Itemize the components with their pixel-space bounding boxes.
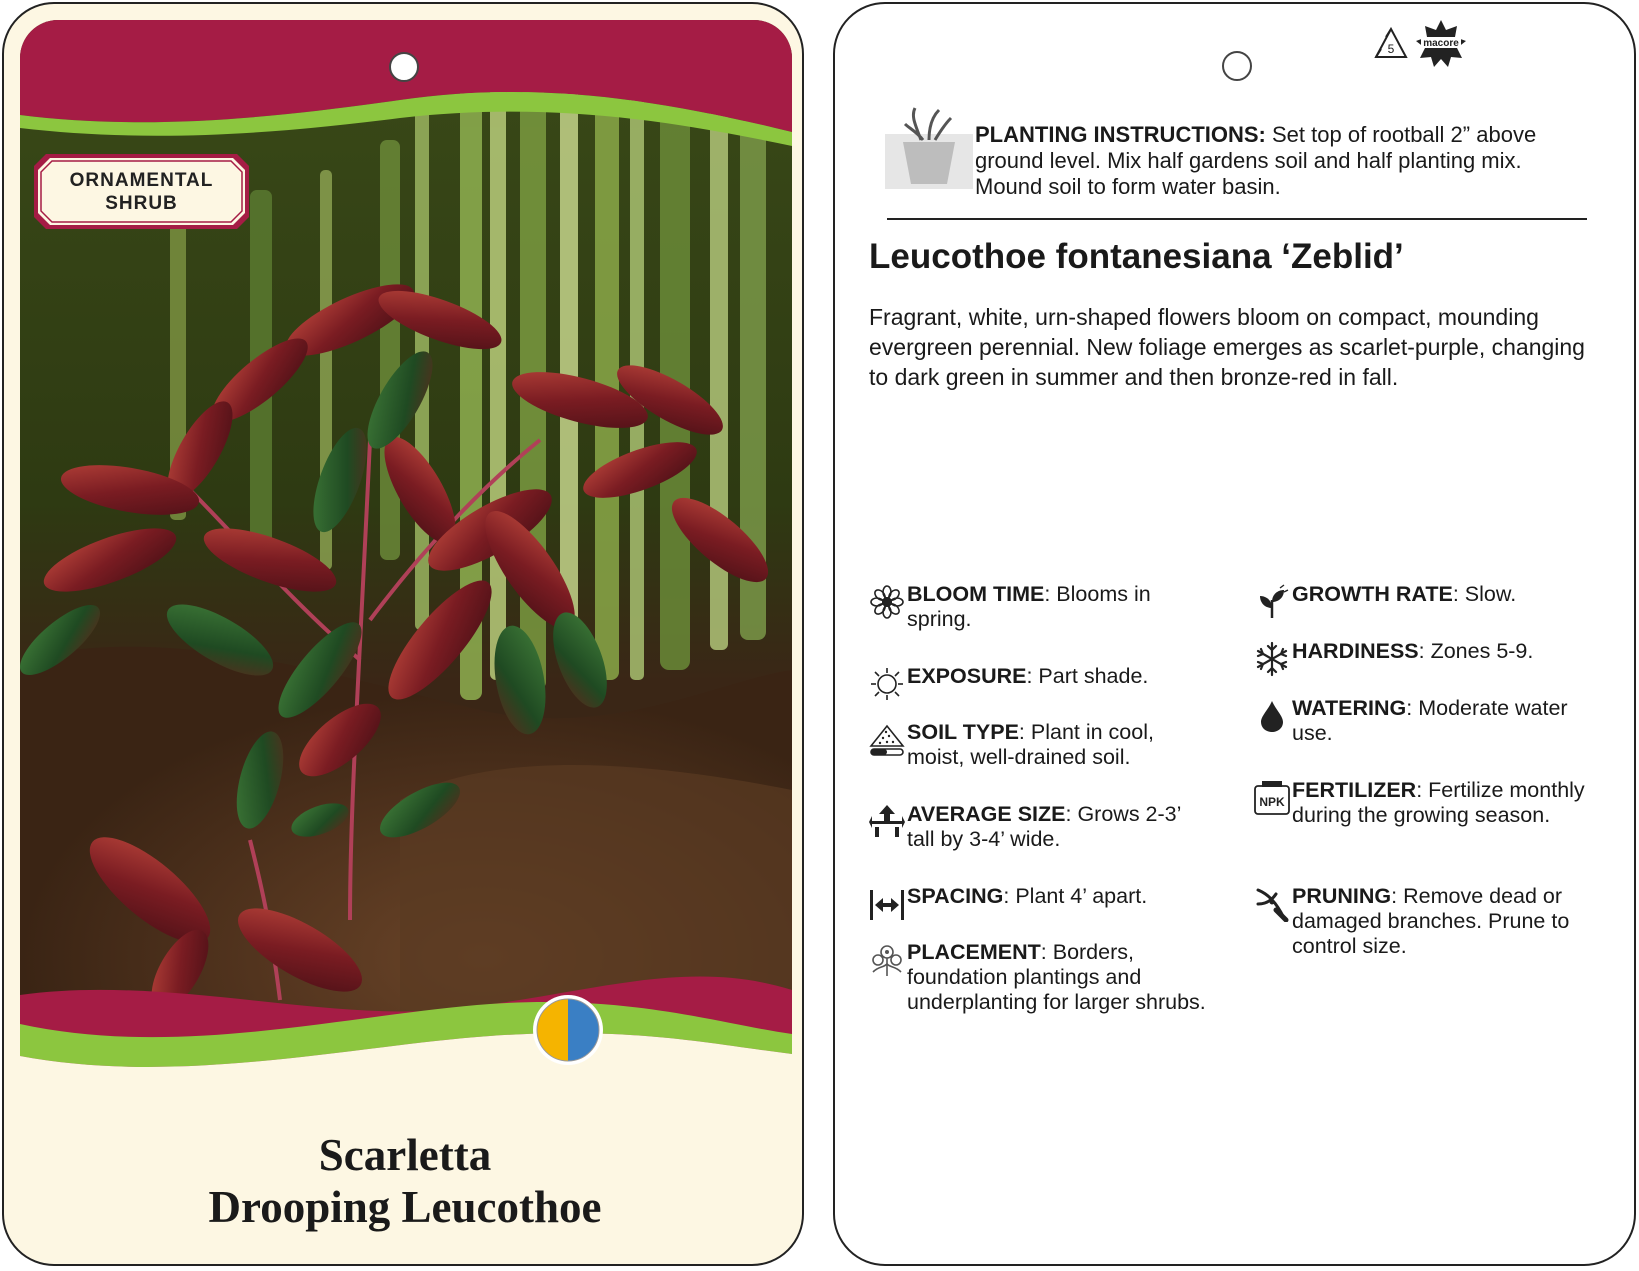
- common-name-line-1: Scarletta: [318, 1130, 492, 1180]
- pruning-shears-icon: [1254, 886, 1290, 922]
- planting-label: PLANTING INSTRUCTIONS:: [975, 122, 1266, 147]
- recycle-number: 5: [1387, 42, 1395, 56]
- sprout-icon: [1254, 584, 1290, 620]
- badge-line-2: SHRUB: [105, 192, 178, 214]
- soil-icon: [869, 722, 905, 758]
- sun-icon: [869, 666, 905, 702]
- spacing-icon: [869, 886, 905, 922]
- attr-value: : Grows 2-3’ tall by 3-4’ wide.: [907, 802, 1181, 851]
- flower-icon: [869, 584, 905, 620]
- attr-label: WATERING: [1292, 696, 1407, 720]
- front-tag: [2, 2, 804, 1266]
- npk-icon-text: NPK: [1259, 795, 1285, 809]
- water-drop-icon: [1254, 698, 1290, 734]
- size-arrows-icon: [869, 804, 905, 840]
- common-name-line-2: Drooping Leucothoe: [208, 1182, 602, 1232]
- attr-label: SPACING: [907, 884, 1004, 908]
- attr-label: PLACEMENT: [907, 940, 1041, 964]
- attr-value: : Remove dead or damaged branches. Prune to control size.: [1292, 884, 1570, 958]
- attr-label: PRUNING: [1292, 884, 1392, 908]
- attr-label: SOIL TYPE: [907, 720, 1019, 744]
- attr-label: BLOOM TIME: [907, 582, 1045, 606]
- attr-value: : Plant in cool, moist, well-drained soil.: [907, 720, 1154, 769]
- badge-line-1: ORNAMENTAL: [69, 169, 214, 191]
- hang-hole: [389, 52, 419, 82]
- attr-value: : Blooms in spring.: [907, 582, 1151, 631]
- npk-icon: [1254, 780, 1290, 816]
- divider-line: [887, 218, 1587, 220]
- common-name: [4, 1129, 804, 1233]
- attr-label: EXPOSURE: [907, 664, 1027, 688]
- macore-logo-text: macore: [1423, 38, 1459, 49]
- attr-value: : Zones 5-9.: [1418, 639, 1534, 663]
- recycle-5-icon: [1373, 26, 1409, 62]
- macore-logo: [1413, 18, 1469, 68]
- attr-value: : Plant 4’ apart.: [1003, 884, 1148, 908]
- attr-label: AVERAGE SIZE: [907, 802, 1066, 826]
- snowflake-icon: [1254, 641, 1290, 677]
- hang-hole-back: [1222, 51, 1252, 81]
- planting-instructions: [885, 104, 1585, 204]
- attr-label: HARDINESS: [1292, 639, 1419, 663]
- attr-label: GROWTH RATE: [1292, 582, 1453, 606]
- category-badge: [34, 154, 249, 229]
- planting-text: Set top of rootball 2” above ground level. Mix half gardens soil and half planting mix. Mound soil to form water basin.: [975, 122, 1537, 199]
- plant-description: Fragrant, white, urn-shaped flowers bloom on compact, mounding evergreen perennial. New foliage emerges as scarlet-purple, changing to dark green in summer and then bronze-red in fall.: [869, 304, 1585, 390]
- attr-value: : Borders, foundation plantings and underplanting for larger shrubs.: [907, 940, 1206, 1014]
- potted-plant-icon: [885, 104, 973, 196]
- back-tag: [833, 2, 1636, 1266]
- part-shade-exposure-icon: [532, 994, 604, 1066]
- bottom-wave-decoration: [20, 964, 792, 1104]
- attr-value: : Fertilize monthly during the growing season.: [1292, 778, 1585, 827]
- attr-value: : Moderate water use.: [1292, 696, 1568, 745]
- botanical-name: Leucothoe fontanesiana ‘Zeblid’: [869, 237, 1404, 276]
- placement-icon: [869, 942, 905, 978]
- attr-label: FERTILIZER: [1292, 778, 1417, 802]
- attr-value: : Part shade.: [1026, 664, 1149, 688]
- attr-value: : Slow.: [1452, 582, 1517, 606]
